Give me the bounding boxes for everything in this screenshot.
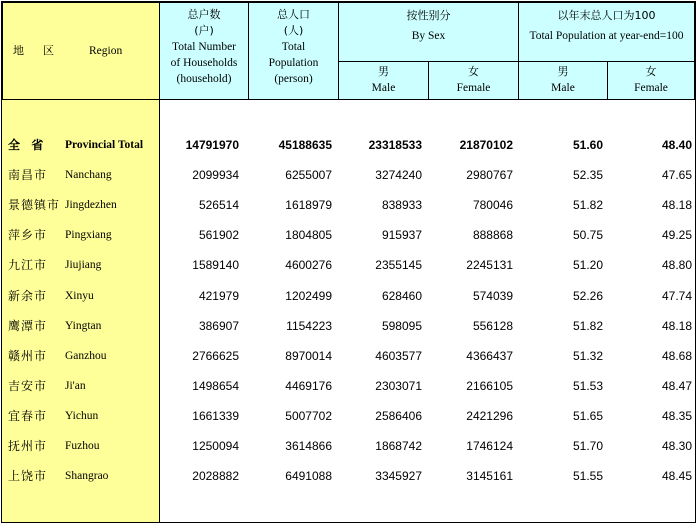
region-name-cn: 南昌市 <box>8 168 48 182</box>
households-value: 2099934 <box>192 168 239 182</box>
female-value: 574039 <box>472 289 513 303</box>
region-name-cn: 赣州市 <box>8 349 48 363</box>
male-value: 3345927 <box>375 469 422 483</box>
male-value: 23318533 <box>368 138 422 152</box>
region-name-en: Provincial Total <box>65 139 144 151</box>
region-name-en: Pingxiang <box>65 229 112 241</box>
region-name-en: Jiujiang <box>65 259 102 271</box>
population-value: 3614866 <box>285 439 332 453</box>
female-pct-value: 48.35 <box>661 409 692 423</box>
male-value: 915937 <box>381 228 422 242</box>
male-value: 628460 <box>381 289 422 303</box>
population-value: 6491088 <box>285 469 332 483</box>
female-pct-value: 48.30 <box>661 439 692 453</box>
region-name-en: Nanchang <box>65 169 112 181</box>
female-value: 21870102 <box>459 138 513 152</box>
male-pct-value: 51.70 <box>572 439 603 453</box>
male-pct-value: 51.65 <box>572 409 603 423</box>
region-name-cn: 宜春市 <box>8 409 48 423</box>
region-name-cn: 吉安市 <box>8 379 48 393</box>
region-name-cn: 抚州市 <box>8 439 48 453</box>
table-row <box>2 130 695 160</box>
table-row <box>2 371 695 401</box>
table-row <box>2 431 695 461</box>
male-value: 838933 <box>381 198 422 212</box>
male-value: 2586406 <box>375 409 422 423</box>
population-value: 1804805 <box>285 228 332 242</box>
population-value: 1154223 <box>286 319 332 333</box>
male-pct-value: 51.60 <box>572 138 603 152</box>
male-pct-value: 51.20 <box>572 258 603 272</box>
female-value: 2421296 <box>466 409 513 423</box>
table-row <box>2 401 695 431</box>
population-value: 4600276 <box>285 258 332 272</box>
female-pct-value: 48.45 <box>661 469 692 483</box>
female-pct-value: 48.68 <box>661 349 692 363</box>
female-pct-value: 48.80 <box>661 258 692 272</box>
female-value: 2245131 <box>466 258 513 272</box>
female-pct-value: 47.65 <box>661 168 692 182</box>
female-value: 888868 <box>472 228 513 242</box>
male-pct-value: 52.35 <box>572 168 603 182</box>
region-name-en: Jingdezhen <box>65 199 117 211</box>
region-header <box>2 2 160 100</box>
population-value: 1202499 <box>285 289 332 303</box>
female-value: 2166105 <box>466 379 513 393</box>
region-name-cn: 萍乡市 <box>8 228 48 242</box>
region-name-cn: 全 省 <box>8 138 45 152</box>
region-name-en: Xinyu <box>65 290 94 302</box>
male-value: 2303071 <box>375 379 422 393</box>
region-name-cn: 鹰潭市 <box>8 319 48 333</box>
households-value: 526514 <box>198 198 239 212</box>
male-pct-value: 51.32 <box>572 349 603 363</box>
female-value: 1746124 <box>466 439 513 453</box>
region-name-cn: 景德镇市 <box>8 198 61 212</box>
households-value: 421979 <box>198 289 239 303</box>
female-pct-value: 48.18 <box>661 319 692 333</box>
households-value: 2766625 <box>192 349 239 363</box>
female-header: 女 Female <box>428 61 519 100</box>
region-name-en: Ganzhou <box>65 350 107 362</box>
male-value: 3274240 <box>375 168 422 182</box>
population-value: 4469176 <box>285 379 332 393</box>
female-value: 3145161 <box>466 469 513 483</box>
region-name-en: Yingtan <box>65 320 102 332</box>
female-pct-header: 女 Female <box>607 61 695 100</box>
region-header-cn: 地 区 <box>13 44 58 57</box>
region-name-cn: 九江市 <box>8 258 48 272</box>
households-value: 1250094 <box>192 439 239 453</box>
female-pct-value: 48.40 <box>661 138 692 152</box>
statistics-table <box>1 1 696 523</box>
male-pct-header: 男 Male <box>518 61 608 100</box>
male-pct-value: 51.82 <box>572 198 603 212</box>
male-pct-value: 51.82 <box>572 319 603 333</box>
households-value: 561902 <box>198 228 239 242</box>
table-row <box>2 311 695 341</box>
population-value: 1618979 <box>285 198 332 212</box>
male-value: 1868742 <box>375 439 422 453</box>
female-value: 2980767 <box>466 168 513 182</box>
region-name-en: Yichun <box>65 410 99 422</box>
region-header-en: Region <box>89 45 123 57</box>
table-row <box>2 190 695 220</box>
table-row <box>2 341 695 371</box>
households-value: 1498654 <box>192 379 239 393</box>
table-row <box>2 461 695 491</box>
households-value: 2028882 <box>192 469 239 483</box>
households-value: 1589140 <box>192 258 239 272</box>
region-name-en: Fuzhou <box>65 440 100 452</box>
table-row <box>2 220 695 250</box>
by-sex-header: 按性别分 By Sex <box>338 2 519 62</box>
female-pct-value: 48.18 <box>661 198 692 212</box>
male-header: 男 Male <box>338 61 429 100</box>
region-name-en: Ji'an <box>65 380 86 392</box>
table-row <box>2 281 695 311</box>
female-pct-value: 48.47 <box>661 379 692 393</box>
male-value: 4603577 <box>375 349 422 363</box>
population-value: 6255007 <box>285 168 332 182</box>
male-pct-value: 51.55 <box>572 469 603 483</box>
region-name-cn: 新余市 <box>8 289 48 303</box>
male-value: 598095 <box>381 319 422 333</box>
male-pct-value: 52.26 <box>572 289 603 303</box>
households-value: 14791970 <box>185 138 239 152</box>
households-value: 386907 <box>198 319 239 333</box>
table-row <box>2 160 695 190</box>
female-value: 4366437 <box>466 349 513 363</box>
region-name-en: Shangrao <box>65 470 109 482</box>
population-header: 总人口 (人) Total Population (person) <box>248 2 339 100</box>
male-value: 2355145 <box>375 258 422 272</box>
population-value: 8970014 <box>285 349 332 363</box>
households-header: 总户数 (户) Total Number of Households (household) <box>159 2 249 100</box>
female-value: 780046 <box>472 198 513 212</box>
population-value: 5007702 <box>285 409 332 423</box>
percentage-header: 以年末总人口为100 Total Population at year-end=100 <box>518 2 695 62</box>
region-name-cn: 上饶市 <box>8 469 48 483</box>
male-pct-value: 50.75 <box>572 228 603 242</box>
population-value: 45188635 <box>278 138 332 152</box>
households-value: 1661339 <box>192 409 239 423</box>
female-pct-value: 49.25 <box>661 228 692 242</box>
female-pct-value: 47.74 <box>661 289 692 303</box>
female-value: 556128 <box>472 319 513 333</box>
table-row <box>2 250 695 280</box>
male-pct-value: 51.53 <box>572 379 603 393</box>
